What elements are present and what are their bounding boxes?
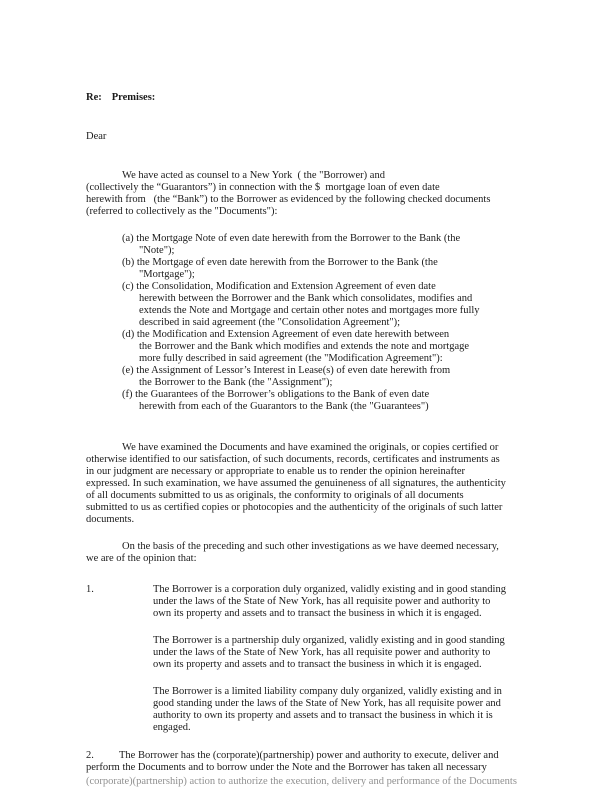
opinion-basis-paragraph: On the basis of the preceding and such other investigations as we have deemed necessary, we are of the opinion that: xyxy=(86,541,499,564)
opinion-1-number: 1. xyxy=(86,584,94,595)
list-item-e: (e) the Assignment of Lessor’s Interest in Lease(s) of even date herewith from the Borrower to the Bank (the "Assignment"); xyxy=(122,365,451,388)
opinion-item-1 xyxy=(86,584,564,620)
list-item-b: (b) the Mortgage of even date herewith from the Borrower to the Bank (the "Mortgage"); xyxy=(122,257,438,280)
re-label: Re: xyxy=(86,92,102,103)
intro-paragraph: We have acted as counsel to a New York ( the "Borrower) and (collectively the “Guarantors”) in connection with the $ mortgage loan of even date herewith from (the “Bank”) to the Borrower as evidenced by the following checked documents (referred to collectively as the "Documents"): xyxy=(86,170,491,217)
re-line xyxy=(86,92,564,104)
page-content xyxy=(86,92,564,787)
list-item-f: (f) the Guarantees of the Borrower’s obligations to the Bank of even date herewith from each of the Guarantors to the Bank (the "Guarantees") xyxy=(122,389,430,412)
list-item-d: (d) the Modification and Extension Agreement of even date herewith between the Borrower and the Bank which modifies and extends the note and mortgage more fully described in said agreement (the "Modification Agreement"): xyxy=(122,329,470,364)
opinion-2-number: 2. xyxy=(86,750,94,761)
opinion-2-paragraph: The Borrower has the (corporate)(partnership) power and authority to execute, deliver and perform the Documents and to borrow under the Note and the Borrower has taken all necessary xyxy=(86,750,499,773)
re-subject: Premises: xyxy=(111,92,156,103)
salutation: Dear xyxy=(86,131,107,142)
opinion-1-llc-paragraph: The Borrower is a limited liability company duly organized, validly existing and in good standing under the laws of the State of New York, has all requisite power and authority to own its property and assets and to transact the business in which it is engaged. xyxy=(153,686,502,733)
list-item-a: (a) the Mortgage Note of even date herewith from the Borrower to the Bank (the "Note"); xyxy=(122,233,461,256)
checked-documents-list xyxy=(122,233,564,413)
opinion-1-partnership-paragraph: The Borrower is a partnership duly organized, validly existing and in good standing under the laws of the State of New York, has all requisite power and authority to own its property and assets and to transact the business in which it is engaged. xyxy=(153,635,505,670)
list-item-c: (c) the Consolidation, Modification and Extension Agreement of even date herewith between the Borrower and the Bank which consolidates, modifies and extends the Note and Mortgage and certain other notes and mortgages more fully described in said agreement (the "Consolidation Agreement"); xyxy=(122,281,480,328)
clipped-bottom-line: (corporate)(partnership) action to authorize the execution, delivery and performance of the Documents xyxy=(86,776,517,787)
examined-paragraph: We have examined the Documents and have examined the originals, or copies certified or otherwise identified to our satisfaction, of such documents, records, certificates and instruments as in our judgment are necessary or appropriate to enable us to render the opinion hereinafter expressed. In such examination, we have assumed the genuineness of all signatures, the authenticity of all documents submitted to us as originals, the conformity to originals of all documents submitted to us as certified copies or photocopies and the authenticity of the originals of such latter documents. xyxy=(86,442,506,525)
opinion-item-2 xyxy=(86,750,564,774)
opinion-1-corporation-paragraph: The Borrower is a corporation duly organized, validly existing and in good standing under the laws of the State of New York, has all requisite power and authority to own its property and assets and to transact the business in which it is engaged. xyxy=(153,584,506,619)
